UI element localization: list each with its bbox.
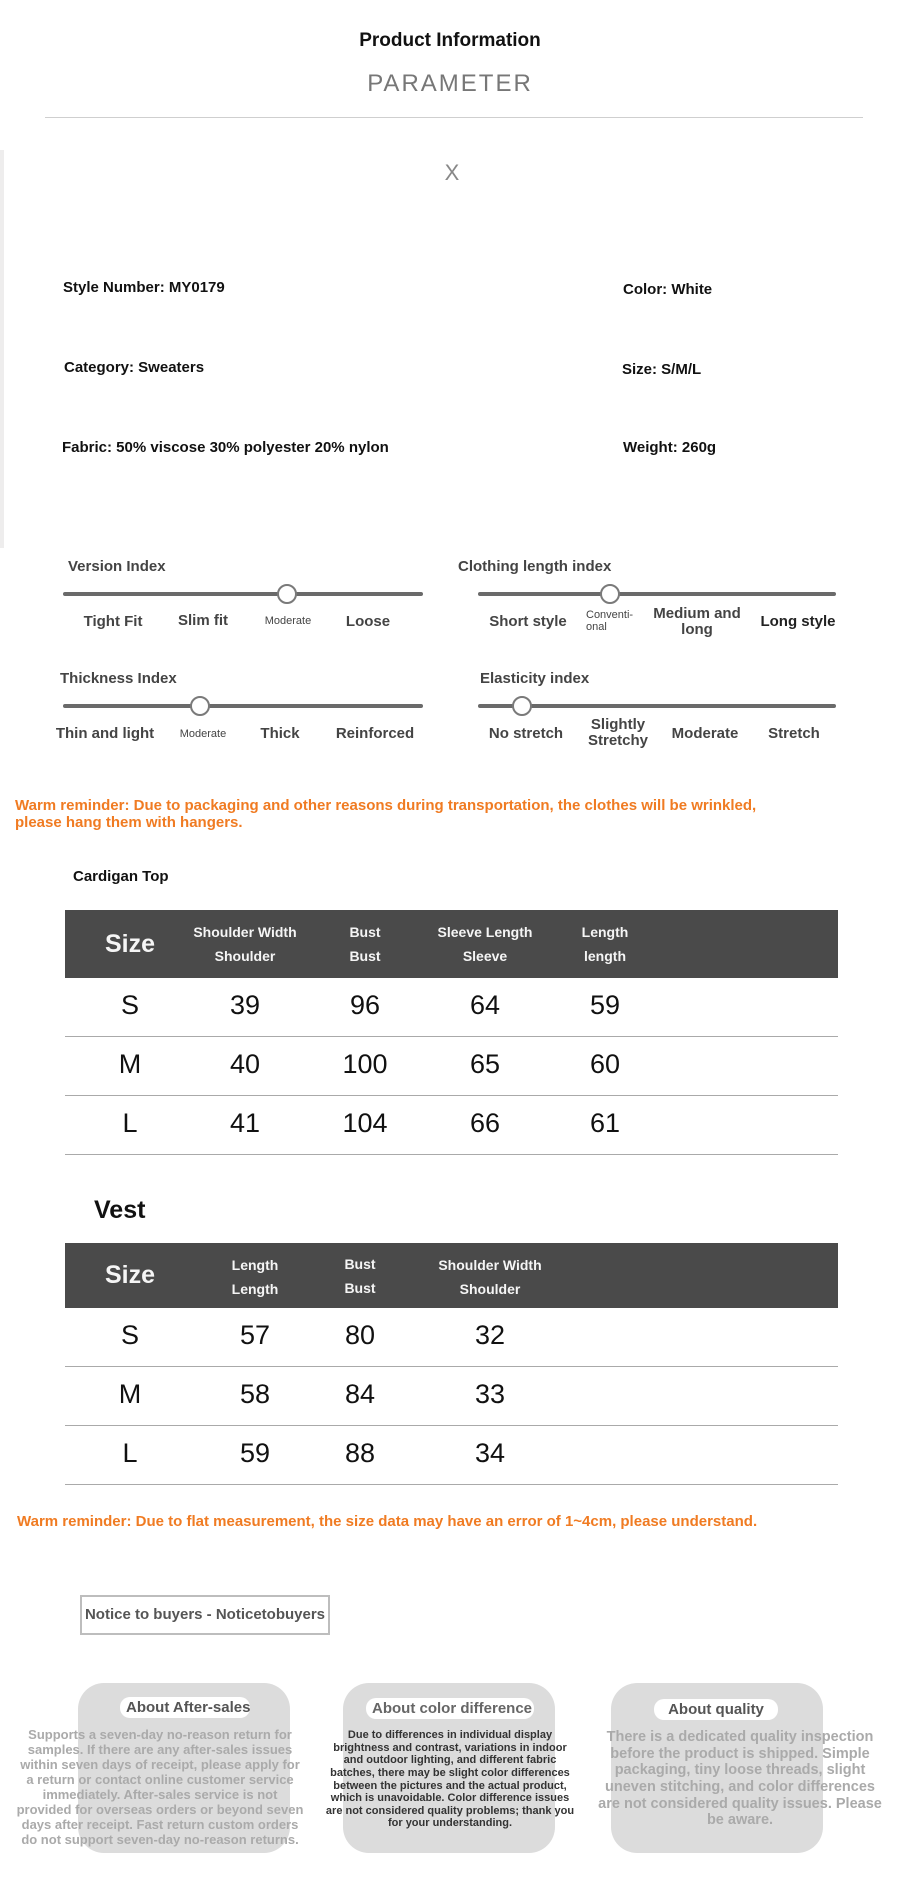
header-bust: Bust Bust [349,924,381,964]
option-no-stretch: No stretch [488,725,564,742]
divider [45,117,863,118]
thickness-index-knob[interactable] [190,696,210,716]
option-moderate: Moderate [671,725,739,742]
quality-text: There is a dedicated quality inspection before the product is shipped. Simple packaging, tiny loose threads, slight uneven stitching, and color differences are not considered quality issues. Please be aware. [598,1729,882,1829]
cardigan-table-header [65,910,838,978]
measurement-cell: 34 [474,1438,506,1468]
option-thin-and-light: Thin and light [55,725,155,742]
option-moderate: Moderate [264,615,312,627]
option-medium-and-long: Medium and long [653,605,741,638]
table-row [65,1096,838,1155]
version-index-knob[interactable] [277,584,297,604]
measurement-cell: 32 [474,1320,506,1350]
elasticity-index-knob[interactable] [512,696,532,716]
option-stretch: Stretch [768,725,820,742]
measurement-cell: 104 [342,1108,388,1138]
option-thick: Thick [260,725,300,742]
measurement-cell: 57 [239,1320,271,1350]
measurement-cell: 40 [229,1049,261,1079]
version-index-track[interactable] [63,592,423,596]
header-shoulder: Shoulder Width Shoulder [193,924,297,964]
cardigan-size-table [65,910,838,1155]
option-loose: Loose [345,613,391,630]
size-cell: L [122,1108,138,1138]
measurement-cell: 80 [344,1320,376,1350]
option-tight-fit: Tight Fit [83,613,143,630]
measurement-cell: 59 [239,1438,271,1468]
option-slim-fit: Slim fit [177,612,228,629]
vest-table-label: Vest [94,1196,146,1224]
cardigan-table-label: Cardigan Top [73,868,169,885]
category-spec: Category: Sweaters [64,359,205,376]
size-cell: M [118,1049,142,1079]
clothing-length-index [458,558,838,638]
weight-spec: Weight: 260g [623,439,717,456]
style-number: Style Number: MY0179 [63,279,225,296]
header-length: Length Length [231,1257,279,1297]
header-length: Length length [581,924,629,964]
color-difference-text: Due to differences in individual display brightness and contrast, variations in indoor and outdoor lighting, and different fabric batches, there may be slight color differences between the pictures and the actual product, which is unavoidable. Color difference issues are not considered quality problems; thank you for your understanding. [325,1729,575,1830]
vest-table-header [65,1243,838,1308]
table-row [65,1367,838,1426]
vest-size-table [65,1243,838,1485]
measurement-reminder: Warm reminder: Due to flat measurement, the size data may have an error of 1~4cm, please understand. [17,1513,758,1530]
after-sales-text: Supports a seven-day no-reason return for samples. If there are any after-sales issues within seven days of receipt, please apply for a return or contact online customer service immediately. After-sales service is not provided for overseas orders or beyond seven days after receipt. Fast return custom orders do not support seven-day no-reason returns. [16,1727,304,1847]
header-shoulder: Shoulder Width Shoulder [438,1257,542,1297]
version-index [63,558,423,638]
measurement-cell: 84 [344,1379,376,1409]
header-size: Size [104,1261,156,1289]
option-slightly-stretchy: Slightly Stretchy [587,716,649,749]
size-spec: Size: S/M/L [622,361,702,378]
packaging-reminder: Warm reminder: Due to packaging and other reasons during transportation, the clothes will be wrinkled, please hang them with hangers. [15,797,757,832]
after-sales-title: About After-sales [120,1697,250,1718]
clothing-length-index-track[interactable] [478,592,836,596]
option-short-style: Short style [489,613,567,630]
color-difference-title: About color difference [366,1698,534,1719]
size-cell: L [122,1438,138,1468]
thickness-index-title: Thickness Index [60,670,177,687]
notice-to-buyers-button[interactable]: Notice to buyers - Noticetobuyers [80,1595,330,1635]
measurement-cell: 59 [589,990,621,1020]
measurement-cell: 60 [589,1049,621,1079]
measurement-cell: 33 [474,1379,506,1409]
size-cell: M [118,1379,142,1409]
thickness-index-track[interactable] [63,704,423,708]
measurement-cell: 61 [589,1108,621,1138]
elasticity-index [478,670,838,750]
quality-title: About quality [654,1699,778,1720]
measurement-cell: 88 [344,1438,376,1468]
measurement-cell: 41 [229,1108,261,1138]
table-row [65,1308,838,1367]
page-title: Product Information [359,30,541,51]
size-cell: S [120,1320,139,1350]
clothing-length-index-knob[interactable] [600,584,620,604]
table-row [65,1037,838,1096]
table-row [65,1426,838,1485]
measurement-cell: 96 [349,990,381,1020]
header-size: Size [104,930,156,958]
measurement-cell: 66 [469,1108,501,1138]
page-subtitle: PARAMETER [367,70,533,97]
measurement-cell: 65 [469,1049,501,1079]
version-index-title: Version Index [68,558,166,575]
thickness-index [55,670,423,750]
table-row [65,978,838,1037]
size-cell: S [120,990,139,1020]
elasticity-index-title: Elasticity index [480,670,590,687]
option-moderate: Moderate [179,728,227,740]
measurement-cell: 58 [239,1379,271,1409]
close-icon[interactable]: X [444,160,460,185]
left-edge-bar [0,150,4,548]
option-reinforced: Reinforced [335,725,415,742]
clothing-length-index-title: Clothing length index [458,558,612,575]
fabric-spec: Fabric: 50% viscose 30% polyester 20% nylon [62,439,389,456]
measurement-cell: 39 [229,990,261,1020]
measurement-cell: 64 [469,990,501,1020]
color-spec: Color: White [623,281,713,298]
header-sleeve: Sleeve Length Sleeve [437,924,533,964]
option-conventional: Conventi- onal [586,609,634,633]
option-long-style: Long style [760,613,836,630]
measurement-cell: 100 [342,1049,388,1079]
header-bust: Bust Bust [344,1256,376,1296]
